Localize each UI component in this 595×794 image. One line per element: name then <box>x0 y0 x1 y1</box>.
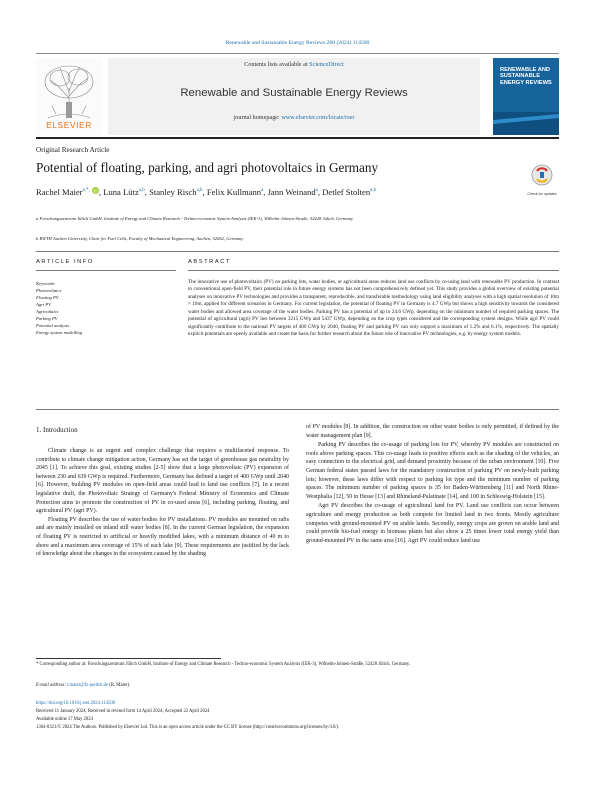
keyword: Photovoltaics <box>36 288 62 293</box>
check-updates-icon <box>527 163 557 187</box>
article-type: Original Research Article <box>36 146 110 154</box>
elsevier-logo[interactable] <box>36 58 102 135</box>
doi-link[interactable]: https://doi.org/10.1016/j.rser.2024.114500 <box>36 701 116 706</box>
keyword: Agrivoltaics <box>36 309 59 314</box>
author[interactable]: Luna Lütz$^{a,b}$ <box>103 186 145 197</box>
journal-title: Renewable and Sustainable Energy Reviews <box>180 87 408 99</box>
abstract-text: The innovative use of photovoltaics (PV) on parking lots, water bodies, or agricultural areas reduces land use conflicts by co-using land with renewable PV production. In contrast to conventional open-field PV, their potential role in future energy systems has not been comprehensively defined yet. This study provides a global overview of existing potential analyses on innovative PV technologies and provides a transparent, reproducible, and transferable methodology using land eligibility analyses with a high spatial resolution of 10m × 10m, applied for different scenarios in Germany. For current legislation, the potential of floating PV in Germany is 4.7 GWp but shows a high sensitivity towards the considered water bodies and allowed area coverage of the water bodies. Parking PV has a potential of up to 24.6 GWp, depending on the minimum number of required parking spaces. The potential of agricultural (agri) PV lies between 3215 GWp and 5437 GWp, depending on the crop types considered and the corresponding system designs. While agri PV could significantly contribute to the national PV targets of 400 GWp by 2040, floating PV and parking PV can only support a maximum of 1.2% and 6.1%, respectively. The spatially explicit potentials are openly available and create the basis for further research about the future role of innovative PV technologies, e.g. by energy system models. <box>188 279 559 338</box>
journal-cover[interactable] <box>493 58 559 135</box>
author[interactable]: Felix Kullmann$^a$ <box>206 186 264 197</box>
keyword: Energy system modelling <box>36 330 83 335</box>
author[interactable]: Detlef Stolten$^{a,b}$ <box>322 186 377 197</box>
body-column-left <box>36 447 289 559</box>
section-heading-introduction: 1. Introduction <box>36 426 78 434</box>
header-rule <box>36 53 559 54</box>
citation-journal[interactable]: Renewable and Sustainable Energy Reviews <box>225 40 326 46</box>
orcid-icon[interactable] <box>92 187 99 194</box>
keyword: Potential analysis <box>36 323 70 328</box>
body-column-right <box>306 423 559 545</box>
body-paragraph: Parking PV describes the co-usage of parking lots for PV, whereby PV modules are constructed on roofs above parking spaces. This co-usage leads to positive effects such as the shading of the vehicles, an easy connection to the electrical grid, and demand proximity because of the urban environment [10]. Five German federal states passed laws for the mandatory construction of parking PV on newly-built parking lots; however, these laws differ with respect to parking lot type and the minimum number of parking spaces. The minimum number of parking spaces is 35 for Baden-Württemberg [11] and North Rhine-Westphalia [12], 50 in Hesse [13] and Rhineland-Palatinate [14], and 100 in Schleswig-Holstein [15]. <box>306 442 559 500</box>
author[interactable]: Stanley Risch$^{a,b}$ <box>149 186 203 197</box>
author-list: Rachel Maier$^{a,*,}$ iD , Luna Lütz$^{a,b}$, Stanley Risch$^{a,b}$, Felix Kullmann$^a$, Jann Weinand$^a$, Detlef Stolten$^{a,b}$ <box>36 186 377 197</box>
body-paragraph: of PV modules [9]. In addition, the construction on other water bodies is only permitted, if defined by the water management plan [9]. <box>306 424 559 439</box>
email-suffix: (R. Maier). <box>109 683 131 688</box>
homepage-prefix: journal homepage: <box>233 114 280 121</box>
body-paragraph: Agri PV describes the co-usage of agricultural land for PV. Land use conflicts can occur between agriculture and energy production as both compete for limited land in two fronts. Mostly agriculture competes with ground-mounted PV on arable lands. Secondly, energy crops are grown on arable land and could provide bio-fuel energy in biomass plants but also show a 25 times lower total energy yield than ground-mounted PV in the same area [16]. Agri PV could reduce land use <box>306 503 559 544</box>
keyword: Floating PV <box>36 295 59 300</box>
email-label: E-mail address: <box>36 683 66 688</box>
sciencedirect-link[interactable]: ScienceDirect <box>309 61 344 68</box>
contents-prefix: Contents lists available at <box>244 61 308 68</box>
keyword: Parking PV <box>36 316 58 321</box>
svg-text:iD: iD <box>93 188 98 194</box>
email-link[interactable]: r.maier@fz-juelich.de <box>67 683 109 688</box>
author[interactable]: Rachel Maier$^{a,*,}$ <box>36 186 90 197</box>
received-dates: Received 11 January 2024; Received in revised form 14 April 2024; Accepted 22 April 2024 <box>36 709 210 714</box>
cover-title: RENEWABLE AND SUSTAINABLE ENERGY REVIEWS <box>500 67 552 86</box>
affiliation-b: b RWTH Aachen University, Chair for Fuel Cells, Faculty of Mechanical Engineering, Aachen, 52062, Germany <box>36 236 244 241</box>
publisher-name: ELSEVIER <box>46 120 92 130</box>
article-info-heading: ARTICLE INFO <box>36 259 94 265</box>
article-info-rule <box>36 270 176 271</box>
abstract-bottom-rule <box>36 409 559 410</box>
check-updates-label: Check for updates <box>527 192 557 196</box>
journal-citation[interactable] <box>0 40 595 46</box>
footnote-rule <box>36 658 221 659</box>
keywords-label: Keywords: <box>36 281 56 286</box>
license-line: 1364-0321/© 2024 The Authors. Published by Elsevier Ltd. This is an open access article under the CC BY license (http://creativecommons.org/licenses/by/4.0/). <box>36 725 340 730</box>
keyword: Agri PV <box>36 302 51 307</box>
banner-bottom-rule <box>36 137 559 139</box>
article-title: Potential of floating, parking, and agri photovoltaics in Germany <box>36 160 379 175</box>
email-line <box>36 682 559 689</box>
affiliation-rule <box>36 251 559 252</box>
abstract-heading: ABSTRACT <box>188 259 231 265</box>
journal-header-box <box>108 58 480 135</box>
abstract-rule <box>188 270 559 271</box>
journal-banner <box>36 58 559 135</box>
body-paragraph: Climate change is an urgent and complex challenge that requires a multifaceted response. To contribute to climate change mitigation action, Germany has set the target of greenhouse gas neutrality by 2045 [1]. To achieve this goal, existing studies [2-5] show that a large photovoltaic (PV) expansion of between 230 and 639 GWp is required. Furthermore, Germany has defined a target of 400 GWp until 2040 [6]. However, building PV modules on open-field areas could lead to land use conflicts [7]. In a recent legislative draft, the Photovoltaic Strategy of Germany's Federal Ministry of Economics and Climate Protection aims to promote the construction of PV in co-used areas [6], including parking, floating, and agricultural PV (agri PV). <box>36 448 289 515</box>
body-paragraph: Floating PV describes the use of water bodies for PV installations. PV modules are mounted on rafts and are mainly installed on inland still water bodies [8]. In the current German legislation, the expansion of floating PV is restricted to artificial or heavily modified lakes, with a minimum distance of 40 m to shore and a maximum area coverage of 15% of each lake [9]. These requirements are justified by the lack of knowledge about the changes in the ecosystem caused by the shading <box>36 516 289 558</box>
check-for-updates-badge[interactable] <box>527 163 557 197</box>
homepage-link[interactable]: www.elsevier.com/locate/rser <box>281 114 355 121</box>
journal-homepage <box>108 114 480 121</box>
affiliation-a: a Forschungszentrum Jülich GmbH, Institute of Energy and Climate Research - Techno-economic System Analysis (IEK-3), Wilhelm-Johnen-Straße, 52428 Jülich, Germany <box>36 216 354 221</box>
citation-volume: 200 (2024) 114500 <box>326 40 370 46</box>
corresponding-author-note: * Corresponding author at: Forschungszentrum Jülich GmbH, Institute of Energy and Climate Research - Techno-economic System Analysis (IEK-3), Wilhelm-Johnen-Straße, 52428 Jülich, Germany. <box>36 662 411 667</box>
contents-line <box>108 61 480 68</box>
available-online: Available online 17 May 2024 <box>36 717 93 722</box>
author[interactable]: Jann Weinand$^a$ <box>267 186 318 197</box>
